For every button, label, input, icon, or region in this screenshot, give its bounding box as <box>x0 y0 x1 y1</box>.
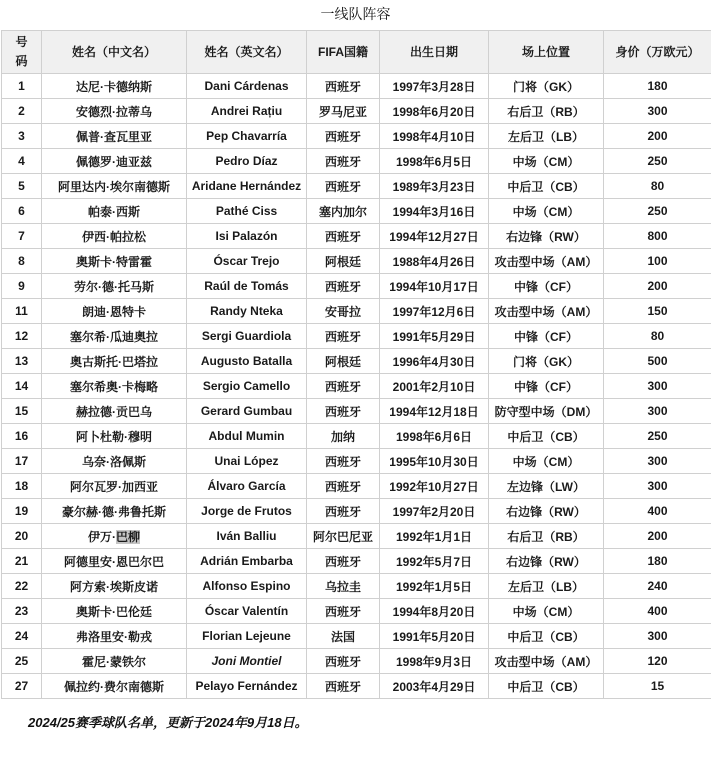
cell-nationality: 乌拉圭 <box>307 574 380 599</box>
cell-name-en: Pep Chavarría <box>187 124 307 149</box>
cell-name-en: Alfonso Espino <box>187 574 307 599</box>
cell-name-zh: 奥古斯托·巴塔拉 <box>42 349 187 374</box>
cell-value: 180 <box>604 74 711 99</box>
cell-no: 21 <box>2 549 42 574</box>
cell-value: 200 <box>604 524 711 549</box>
cell-name-zh: 乌奈·洛佩斯 <box>42 449 187 474</box>
text-selection-highlight: 巴柳 <box>115 529 140 544</box>
cell-name-zh: 阿里达内·埃尔南德斯 <box>42 174 187 199</box>
cell-no: 20 <box>2 524 42 549</box>
cell-value: 240 <box>604 574 711 599</box>
cell-name-en: Pelayo Fernández <box>187 674 307 699</box>
cell-name-en: Randy Nteka <box>187 299 307 324</box>
table-row <box>2 524 711 549</box>
page-title: 一线队阵容 <box>320 6 391 22</box>
cell-name-en: Florian Lejeune <box>187 624 307 649</box>
cell-position: 攻击型中场（AM） <box>489 299 604 324</box>
table-row <box>2 624 711 649</box>
cell-name-en: Pathé Ciss <box>187 199 307 224</box>
cell-birth: 1988年4月26日 <box>380 249 489 274</box>
cell-name-en: Andrei Rațiu <box>187 99 307 124</box>
cell-position: 中后卫（CB） <box>489 174 604 199</box>
cell-birth: 2003年4月29日 <box>380 674 489 699</box>
cell-position: 防守型中场（DM） <box>489 399 604 424</box>
cell-nationality: 西班牙 <box>307 174 380 199</box>
cell-name-en: Aridane Hernández <box>187 174 307 199</box>
cell-no: 25 <box>2 649 42 674</box>
cell-name-en: Sergio Camello <box>187 374 307 399</box>
table-row <box>2 124 711 149</box>
cell-name-en: Joni Montiel <box>187 649 307 674</box>
table-row <box>2 74 711 99</box>
cell-nationality: 西班牙 <box>307 499 380 524</box>
cell-value: 400 <box>604 499 711 524</box>
table-row <box>2 374 711 399</box>
table-row <box>2 424 711 449</box>
cell-birth: 1998年4月10日 <box>380 124 489 149</box>
cell-name-zh: 朗迪·恩特卡 <box>42 299 187 324</box>
cell-no: 13 <box>2 349 42 374</box>
cell-name-zh: 阿方索·埃斯皮诺 <box>42 574 187 599</box>
table-row <box>2 574 711 599</box>
cell-no: 16 <box>2 424 42 449</box>
cell-name-zh: 阿尔瓦罗·加西亚 <box>42 474 187 499</box>
cell-value: 15 <box>604 674 711 699</box>
cell-no: 6 <box>2 199 42 224</box>
column-header: 号码 <box>2 31 42 74</box>
table-row <box>2 399 711 424</box>
cell-name-zh: 霍尼·蒙铁尔 <box>42 649 187 674</box>
cell-birth: 1992年1月1日 <box>380 524 489 549</box>
cell-position: 中场（CM） <box>489 599 604 624</box>
cell-birth: 1994年12月18日 <box>380 399 489 424</box>
cell-birth: 1994年8月20日 <box>380 599 489 624</box>
cell-nationality: 阿尔巴尼亚 <box>307 524 380 549</box>
cell-name-zh: 塞尔希·瓜迪奥拉 <box>42 324 187 349</box>
column-header: 姓名（中文名） <box>42 31 187 74</box>
cell-no: 19 <box>2 499 42 524</box>
table-row <box>2 349 711 374</box>
cell-name-zh: 塞尔希奥·卡梅略 <box>42 374 187 399</box>
cell-value: 300 <box>604 474 711 499</box>
cell-position: 中场（CM） <box>489 199 604 224</box>
cell-name-zh: 赫拉德·贡巴乌 <box>42 399 187 424</box>
cell-no: 23 <box>2 599 42 624</box>
cell-value: 250 <box>604 424 711 449</box>
table-row <box>2 149 711 174</box>
cell-nationality: 阿根廷 <box>307 349 380 374</box>
cell-nationality: 西班牙 <box>307 224 380 249</box>
cell-nationality: 西班牙 <box>307 599 380 624</box>
cell-name-zh: 豪尔赫·德·弗鲁托斯 <box>42 499 187 524</box>
cell-name-zh: 奥斯卡·特雷霍 <box>42 249 187 274</box>
cell-birth: 1998年9月3日 <box>380 649 489 674</box>
cell-no: 18 <box>2 474 42 499</box>
cell-name-en: Augusto Batalla <box>187 349 307 374</box>
update-note: 2024/25赛季球队名单，更新于2024年9月18日。 <box>28 715 308 730</box>
cell-birth: 1992年1月5日 <box>380 574 489 599</box>
cell-no: 7 <box>2 224 42 249</box>
header-row <box>2 31 711 74</box>
cell-name-zh: 帕泰·西斯 <box>42 199 187 224</box>
cell-name-zh: 阿德里安·恩巴尔巴 <box>42 549 187 574</box>
cell-birth: 1997年2月20日 <box>380 499 489 524</box>
cell-value: 300 <box>604 99 711 124</box>
cell-name-en: Pedro Díaz <box>187 149 307 174</box>
cell-name-en: Sergi Guardiola <box>187 324 307 349</box>
cell-no: 5 <box>2 174 42 199</box>
cell-name-zh: 伊西·帕拉松 <box>42 224 187 249</box>
table-row <box>2 599 711 624</box>
cell-birth: 1994年10月17日 <box>380 274 489 299</box>
cell-position: 左边锋（LW） <box>489 474 604 499</box>
cell-position: 中后卫（CB） <box>489 624 604 649</box>
cell-no: 27 <box>2 674 42 699</box>
cell-birth: 1991年5月29日 <box>380 324 489 349</box>
cell-nationality: 加纳 <box>307 424 380 449</box>
cell-position: 中后卫（CB） <box>489 424 604 449</box>
cell-name-en: Álvaro García <box>187 474 307 499</box>
cell-nationality: 阿根廷 <box>307 249 380 274</box>
cell-name-en: Óscar Valentín <box>187 599 307 624</box>
cell-nationality: 西班牙 <box>307 674 380 699</box>
squad-table <box>1 30 711 699</box>
cell-nationality: 塞内加尔 <box>307 199 380 224</box>
cell-position: 左后卫（LB） <box>489 124 604 149</box>
table-row <box>2 224 711 249</box>
column-header: 姓名（英文名） <box>187 31 307 74</box>
cell-position: 攻击型中场（AM） <box>489 249 604 274</box>
cell-value: 200 <box>604 274 711 299</box>
cell-position: 攻击型中场（AM） <box>489 649 604 674</box>
cell-nationality: 罗马尼亚 <box>307 99 380 124</box>
cell-position: 中锋（CF） <box>489 324 604 349</box>
cell-nationality: 西班牙 <box>307 649 380 674</box>
cell-birth: 1997年12月6日 <box>380 299 489 324</box>
cell-nationality: 西班牙 <box>307 549 380 574</box>
cell-no: 3 <box>2 124 42 149</box>
cell-nationality: 西班牙 <box>307 449 380 474</box>
cell-position: 中锋（CF） <box>489 374 604 399</box>
cell-no: 2 <box>2 99 42 124</box>
cell-nationality: 西班牙 <box>307 399 380 424</box>
cell-birth: 1992年5月7日 <box>380 549 489 574</box>
cell-position: 中场（CM） <box>489 149 604 174</box>
table-row <box>2 449 711 474</box>
cell-value: 180 <box>604 549 711 574</box>
cell-name-zh: 阿卜杜勒·穆明 <box>42 424 187 449</box>
cell-value: 80 <box>604 324 711 349</box>
cell-birth: 1995年10月30日 <box>380 449 489 474</box>
table-row <box>2 549 711 574</box>
cell-name-zh: 达尼·卡德纳斯 <box>42 74 187 99</box>
table-row <box>2 299 711 324</box>
cell-value: 150 <box>604 299 711 324</box>
cell-no: 24 <box>2 624 42 649</box>
cell-name-en: Abdul Mumin <box>187 424 307 449</box>
table-row <box>2 674 711 699</box>
cell-birth: 1989年3月23日 <box>380 174 489 199</box>
cell-nationality: 西班牙 <box>307 324 380 349</box>
cell-name-en: Óscar Trejo <box>187 249 307 274</box>
cell-nationality: 西班牙 <box>307 124 380 149</box>
cell-name-zh: 佩德罗·迪亚兹 <box>42 149 187 174</box>
cell-name-zh: 奥斯卡·巴伦廷 <box>42 599 187 624</box>
cell-nationality: 安哥拉 <box>307 299 380 324</box>
cell-name-en: Gerard Gumbau <box>187 399 307 424</box>
cell-no: 9 <box>2 274 42 299</box>
cell-no: 15 <box>2 399 42 424</box>
cell-position: 门将（GK） <box>489 349 604 374</box>
table-row <box>2 499 711 524</box>
table-row <box>2 99 711 124</box>
cell-birth: 1998年6月20日 <box>380 99 489 124</box>
cell-value: 250 <box>604 149 711 174</box>
cell-value: 100 <box>604 249 711 274</box>
column-header: 身价（万欧元） <box>604 31 711 74</box>
cell-birth: 1994年3月16日 <box>380 199 489 224</box>
cell-name-en: Raúl de Tomás <box>187 274 307 299</box>
table-row <box>2 174 711 199</box>
cell-name-en: Dani Cárdenas <box>187 74 307 99</box>
cell-name-en: Adrián Embarba <box>187 549 307 574</box>
column-header: FIFA国籍 <box>307 31 380 74</box>
cell-name-zh: 安德烈·拉蒂乌 <box>42 99 187 124</box>
cell-value: 250 <box>604 199 711 224</box>
cell-birth: 1997年3月28日 <box>380 74 489 99</box>
cell-birth: 1994年12月27日 <box>380 224 489 249</box>
cell-position: 右边锋（RW） <box>489 549 604 574</box>
cell-name-zh: 劳尔·德·托马斯 <box>42 274 187 299</box>
table-row <box>2 274 711 299</box>
cell-value: 300 <box>604 624 711 649</box>
cell-no: 4 <box>2 149 42 174</box>
cell-value: 300 <box>604 399 711 424</box>
cell-position: 右边锋（RW） <box>489 224 604 249</box>
cell-value: 200 <box>604 124 711 149</box>
column-header: 场上位置 <box>489 31 604 74</box>
cell-no: 11 <box>2 299 42 324</box>
cell-value: 300 <box>604 374 711 399</box>
cell-nationality: 西班牙 <box>307 474 380 499</box>
table-row <box>2 324 711 349</box>
cell-position: 中场（CM） <box>489 449 604 474</box>
cell-birth: 1996年4月30日 <box>380 349 489 374</box>
cell-name-en: Isi Palazón <box>187 224 307 249</box>
column-header: 出生日期 <box>380 31 489 74</box>
cell-value: 80 <box>604 174 711 199</box>
cell-position: 中后卫（CB） <box>489 674 604 699</box>
cell-value: 500 <box>604 349 711 374</box>
cell-birth: 1998年6月6日 <box>380 424 489 449</box>
cell-name-zh: 佩拉约·费尔南德斯 <box>42 674 187 699</box>
cell-nationality: 法国 <box>307 624 380 649</box>
table-row <box>2 199 711 224</box>
cell-position: 左后卫（LB） <box>489 574 604 599</box>
cell-nationality: 西班牙 <box>307 149 380 174</box>
cell-name-en: Iván Balliu <box>187 524 307 549</box>
cell-nationality: 西班牙 <box>307 74 380 99</box>
cell-no: 22 <box>2 574 42 599</box>
cell-no: 14 <box>2 374 42 399</box>
cell-position: 门将（GK） <box>489 74 604 99</box>
table-row <box>2 474 711 499</box>
cell-name-en: Jorge de Frutos <box>187 499 307 524</box>
cell-birth: 1992年10月27日 <box>380 474 489 499</box>
cell-no: 1 <box>2 74 42 99</box>
cell-no: 12 <box>2 324 42 349</box>
cell-position: 右后卫（RB） <box>489 99 604 124</box>
cell-birth: 2001年2月10日 <box>380 374 489 399</box>
cell-value: 800 <box>604 224 711 249</box>
table-row <box>2 649 711 674</box>
cell-name-zh: 佩普·查瓦里亚 <box>42 124 187 149</box>
cell-position: 右后卫（RB） <box>489 524 604 549</box>
cell-birth: 1991年5月20日 <box>380 624 489 649</box>
cell-name-zh: 弗洛里安·勒戎 <box>42 624 187 649</box>
cell-position: 中锋（CF） <box>489 274 604 299</box>
cell-name-zh: 伊万·巴柳 <box>42 524 187 549</box>
cell-nationality: 西班牙 <box>307 274 380 299</box>
cell-nationality: 西班牙 <box>307 374 380 399</box>
cell-birth: 1998年6月5日 <box>380 149 489 174</box>
cell-value: 120 <box>604 649 711 674</box>
cell-name-en: Unai López <box>187 449 307 474</box>
table-row <box>2 249 711 274</box>
cell-no: 17 <box>2 449 42 474</box>
cell-position: 右边锋（RW） <box>489 499 604 524</box>
cell-value: 300 <box>604 449 711 474</box>
table-body <box>2 74 711 699</box>
cell-value: 400 <box>604 599 711 624</box>
cell-no: 8 <box>2 249 42 274</box>
